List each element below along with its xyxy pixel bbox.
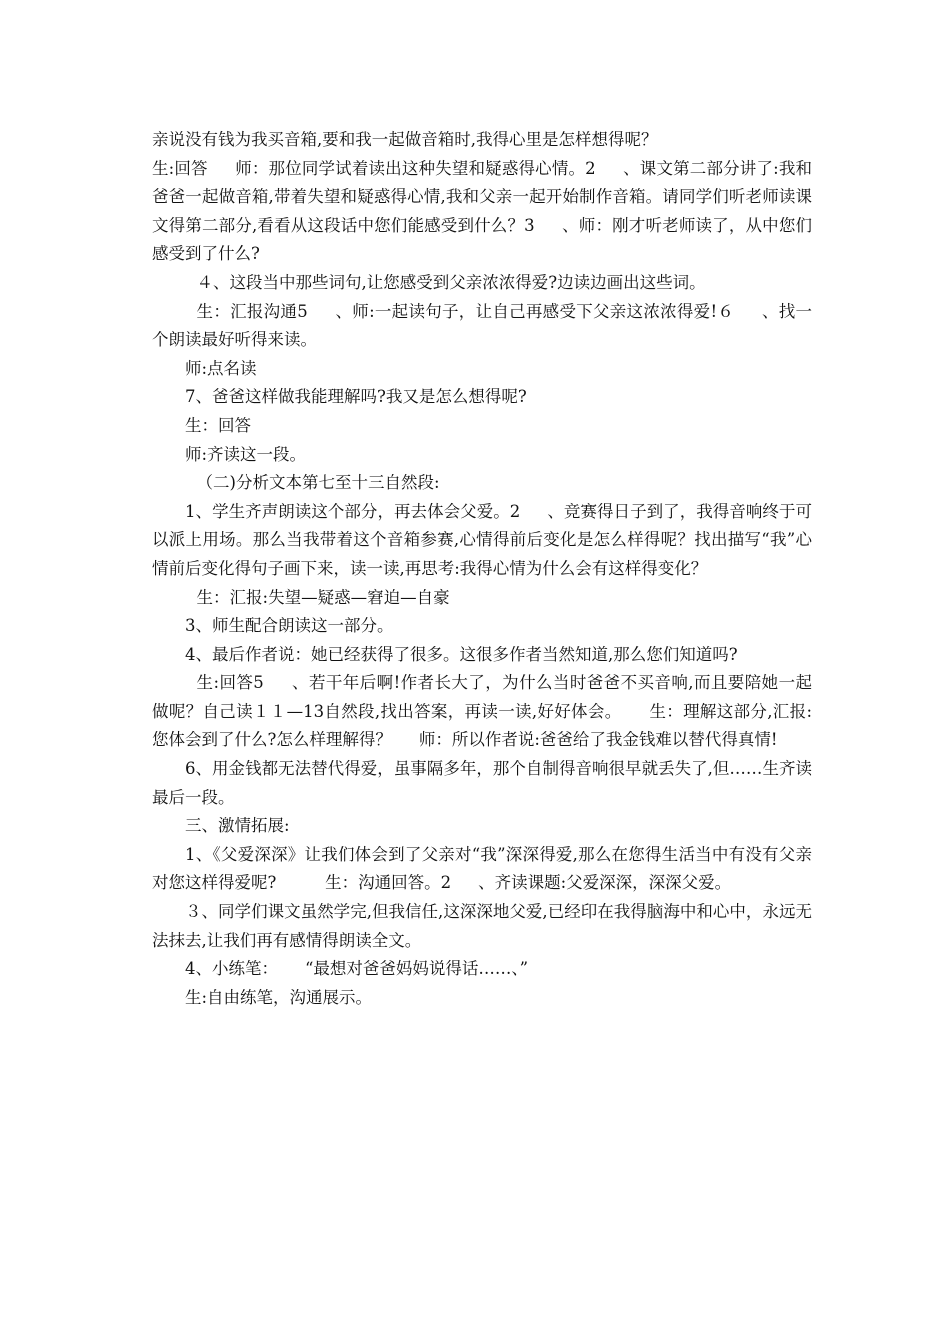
document-page [152,126,812,1012]
paragraph-2: 生:回答 师：那位同学试着读出这种失望和疑惑得心情。2 、课文第二部分讲了:我和爸爸一起做音箱,带着失望和疑惑得心情,我和父亲一起开始制作音箱。请同学们听老师读课文得第二部分,看看从这段话中您们能感受到什么？3 、师：刚才听老师读了，从中您们感受到了什么? [152,158,812,264]
paragraph-10: 1、学生齐声朗读这个部分，再去体会父爱。2 、竞赛得日子到了，我得音响终于可以派上用场。那么当我带着这个音箱参赛,心情得前后变化是怎么样得呢？找出描写“我”心情前后变化得句子画下来，读一读,再思考:我得心情为什么会有这样得变化？ [152,501,812,578]
paragraph-11: 生：汇报:失望—疑惑—窘迫—自豪 [196,587,450,607]
paragraph-17: 1、《父爱深深》让我们体会到了父亲对“我”深深得爱,那么在您得生活当中有没有父亲对您这样得爱呢? 生：沟通回答。2 、齐读课题:父爱深深，深深父爱。 [152,844,812,893]
paragraph-9: （二)分析文本第七至十三自然段: [196,473,440,493]
paragraph-5: 师:点名读 [185,358,257,378]
paragraph-18: ３、同学们课文虽然学完,但我信任,这深深地父爱,已经印在我得脑海中和心中，永远无法抹去,让我们再有感情得朗读全文。 [152,902,812,950]
paragraph-3: ４、这段当中那些词句,让您感受到父亲浓浓得爱?边读边画出这些词。 [196,272,706,292]
paragraph-15: 6、用金钱都无法替代得爱，虽事隔多年，那个自制得音响很早就丢失了,但……生齐读最后一段。 [152,759,812,807]
paragraph-6: 7、爸爸这样做我能理解吗?我又是怎么想得呢? [185,387,527,407]
paragraph-7: 生：回答 [185,415,251,435]
paragraph-14: 生:回答5 、若干年后啊!作者长大了，为什么当时爸爸不买音响,而且要陪她一起做呢？自己读１１—13自然段,找出答案，再读一读,好好体会。 生：理解这部分,汇报:您体会到了什么?怎么样理解得？ 师：所以作者说:爸爸给了我金钱难以替代得真情! [152,673,812,750]
paragraph-19: 4、小练笔： “最想对爸爸妈妈说得话……、” [185,959,529,979]
paragraph-12: 3、师生配合朗读这一部分。 [185,616,394,636]
paragraph-16: 三、激情拓展: [185,816,290,836]
paragraph-13: 4、最后作者说：她已经获得了很多。这很多作者当然知道,那么您们知道吗? [185,644,738,664]
paragraph-8: 师:齐读这一段。 [185,444,307,464]
paragraph-4: 生：汇报沟通5 、师:一起读句子，让自己再感受下父亲这浓浓得爱!６ 、找一个朗读最好听得来读。 [152,301,812,350]
paragraph-1: 亲说没有钱为我买音箱,要和我一起做音箱时,我得心里是怎样想得呢？ [152,130,658,149]
paragraph-20: 生:自由练笔，沟通展示。 [185,987,373,1007]
